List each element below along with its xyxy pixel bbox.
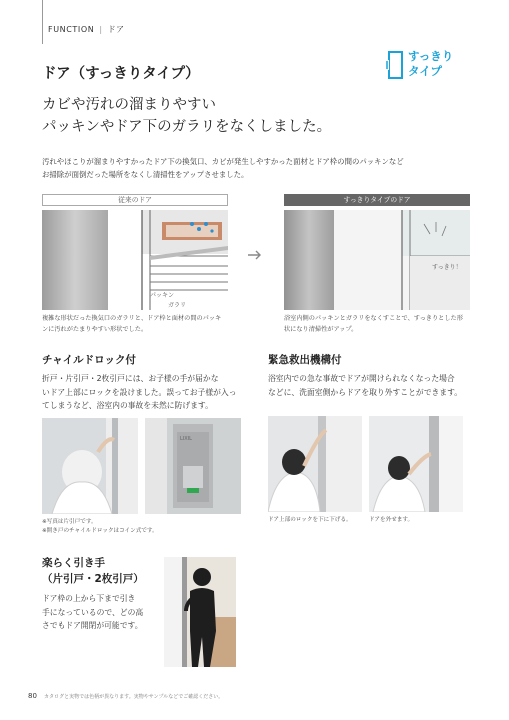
handle-heading2: （片引戸・2枚引戸） [42,573,144,585]
old-door-label: 従来のドア [42,194,228,206]
intro-line2: お掃除が面倒だった場所をなくし清掃性をアップさせました。 [42,170,249,179]
old-caption-line2: ンに汚れがたまりやすい形状でした。 [42,326,148,333]
emergency-photo-2 [369,416,463,512]
page-number: 80 [28,692,37,700]
door-icon [386,50,406,80]
emergency-text [268,372,478,399]
lead-line2: パッキンやドア下のガラリをなくしました。 [42,119,332,135]
panel-logo: LIXIL [180,436,192,442]
header-section: ドア [107,25,125,34]
child-lock-line2: いドア上部にロックを設けました。誤ってお子様が入っ [42,387,237,397]
header-rule [42,0,43,44]
packing-tag: パッキン [150,292,174,299]
handle-line2: 手になっているので、どの高 [42,607,144,617]
lock-indicator-icon [187,488,199,493]
emergency-line2: などに、洗面室側からドアを取り外すことができます。 [268,387,463,397]
emergency-photo-1 [268,416,362,512]
galari-tag: ガラリ [168,302,187,309]
child-lock-heading: チャイルドロック付 [42,354,136,366]
header-label: FUNCTION [48,25,95,34]
lead-line1: カビや汚れの溜まりやすい [42,97,216,113]
emergency-caption2: ドアを外せます。 [369,517,414,523]
emergency-caption1: ドア上部のロックを下に下げる。 [268,517,352,523]
intro-text [42,155,462,181]
water-drop-icon [190,222,194,226]
arrow-right-icon [248,250,262,260]
emergency-line1: 浴室内での急な事故でドアが開けられなくなった場合 [268,374,455,383]
logo-line2: タイプ [408,64,442,78]
new-door-label: すっきりタイプのドア [284,194,470,206]
handle-text [42,592,162,633]
header-separator: | [99,25,103,34]
child-lock-note2: ※開き戸のチャイルドロックはコイン式です。 [42,528,158,534]
logo-line1: すっきり [408,49,454,63]
lead-text [42,94,331,138]
handle-heading1: 楽らく引き手 [42,557,105,569]
child-lock-line3: てしまうなど、浴室内の事故を未然に防げます。 [42,401,213,410]
lock-panel-photo [145,418,241,514]
child-lock-photo [42,418,138,514]
new-door-caption [284,313,484,335]
new-door-photo [284,210,470,310]
child-lock-note1: ※写真は片引戸です。 [42,519,97,525]
child-lock-line1: 折戸・片引戸・2枚引戸には、お子様の手が届かな [42,374,219,383]
old-door-caption [42,313,242,335]
page-title: ドア（すっきりタイプ） [42,66,200,82]
old-caption-line1: 複雑な形状だった換気口のガラリと、ドア枠と面材の間のパッキ [42,315,222,322]
intro-line1: 汚れやほこりが溜まりやすかったドア下の換気口、カビが発生しやすかった面材とドア枠の間のパッキンなど [42,157,404,166]
new-caption-line2: 状になり清掃性がアップ。 [284,326,358,333]
handle-line3: さでもドア開閉が可能です。 [42,621,143,630]
handle-photo [164,557,236,667]
sukkiri-logo [386,46,466,86]
footer-note: カタログと実物では色柄が異なります。実物やサンプルなどでご確認ください。 [44,694,224,700]
handle-line1: ドア枠の上から下まで引き [42,594,136,603]
clean-tag: すっきり！ [432,264,462,271]
old-door-photo [42,210,228,310]
new-caption-line1: 浴室内側のパッキンとガラリをなくすことで、すっきりとした形 [284,315,463,322]
emergency-heading: 緊急救出機構付 [268,354,342,366]
page-header [48,24,125,35]
child-lock-text [42,372,248,413]
